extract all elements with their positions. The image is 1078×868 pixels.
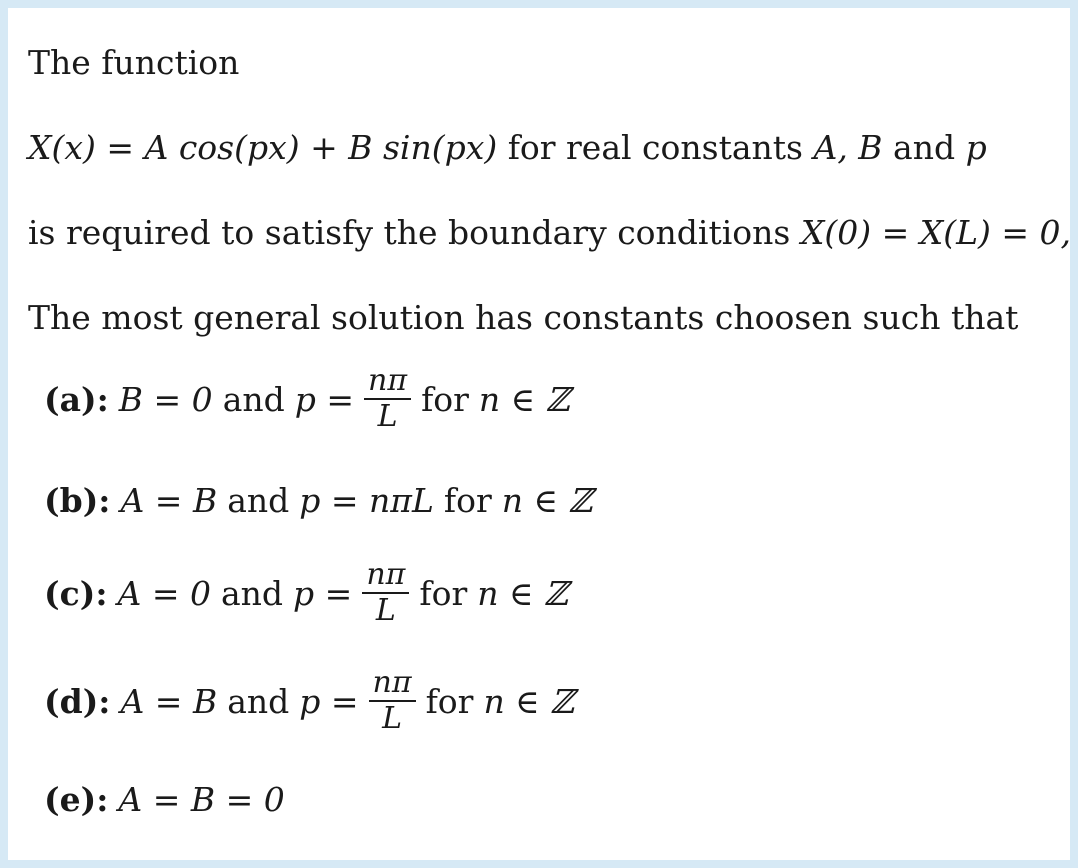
option-b[interactable] xyxy=(44,481,593,520)
boundary-text: is required to satisfy the boundary conditions xyxy=(28,213,791,252)
option-label: (d): xyxy=(44,681,111,721)
fraction-numerator: nπ xyxy=(364,366,411,400)
and-text: and xyxy=(893,128,956,167)
option-label: (a): xyxy=(44,379,109,419)
option-and: and xyxy=(222,379,285,419)
constants-text: for real constants xyxy=(507,128,803,167)
option-p: p = xyxy=(299,681,359,721)
option-for: for xyxy=(421,379,469,419)
option-a[interactable] xyxy=(44,363,570,434)
option-c[interactable] xyxy=(44,557,568,628)
option-set: n ∈ ℤ xyxy=(478,379,570,419)
option-condition: A = B = 0 xyxy=(118,780,285,819)
option-and: and xyxy=(220,573,284,613)
fraction-denominator: L xyxy=(375,593,396,628)
solution-prompt: The most general solution has constants choosen such that xyxy=(28,298,1019,337)
question-card xyxy=(8,8,1070,860)
option-condition: A = 0 xyxy=(117,573,211,613)
fraction-denominator: L xyxy=(377,399,398,434)
option-for: for xyxy=(425,681,474,721)
option-set: n ∈ ℤ xyxy=(477,573,568,613)
option-for: for xyxy=(443,481,492,520)
fraction-denominator: L xyxy=(382,701,403,736)
option-set: n ∈ ℤ xyxy=(501,481,593,520)
option-d[interactable] xyxy=(44,665,575,736)
option-p: p = xyxy=(294,379,355,419)
option-and: and xyxy=(227,681,290,721)
option-set: n ∈ ℤ xyxy=(483,681,575,721)
fraction xyxy=(364,363,411,434)
option-condition: B = 0 xyxy=(118,379,213,419)
constant-p: p xyxy=(965,128,987,167)
option-for: for xyxy=(419,573,468,613)
fraction xyxy=(369,665,416,736)
function-lhs: X(x) xyxy=(28,128,96,167)
fraction xyxy=(362,557,409,628)
boundary-conditions: X(0) = X(L) = 0, xyxy=(800,213,1071,252)
option-condition: A = B xyxy=(120,481,218,520)
option-p: p = nπL xyxy=(299,481,434,520)
option-e[interactable] xyxy=(44,780,285,819)
intro-line-2 xyxy=(28,128,987,168)
option-label: (e): xyxy=(44,780,109,819)
constants-list: A, B xyxy=(813,128,883,167)
option-label: (c): xyxy=(44,573,108,613)
option-and: and xyxy=(227,481,290,520)
fraction-numerator: nπ xyxy=(362,560,409,594)
fraction-numerator: nπ xyxy=(369,668,416,702)
option-p: p = xyxy=(293,573,353,613)
intro-line-3 xyxy=(28,213,1071,253)
intro-line-1 xyxy=(28,43,239,83)
option-label: (b): xyxy=(44,481,111,520)
function-rhs: = A cos(px) + B sin(px) xyxy=(106,128,498,167)
intro-text: The function xyxy=(28,43,240,82)
option-condition: A = B xyxy=(120,681,218,721)
intro-line-4 xyxy=(28,298,1018,338)
